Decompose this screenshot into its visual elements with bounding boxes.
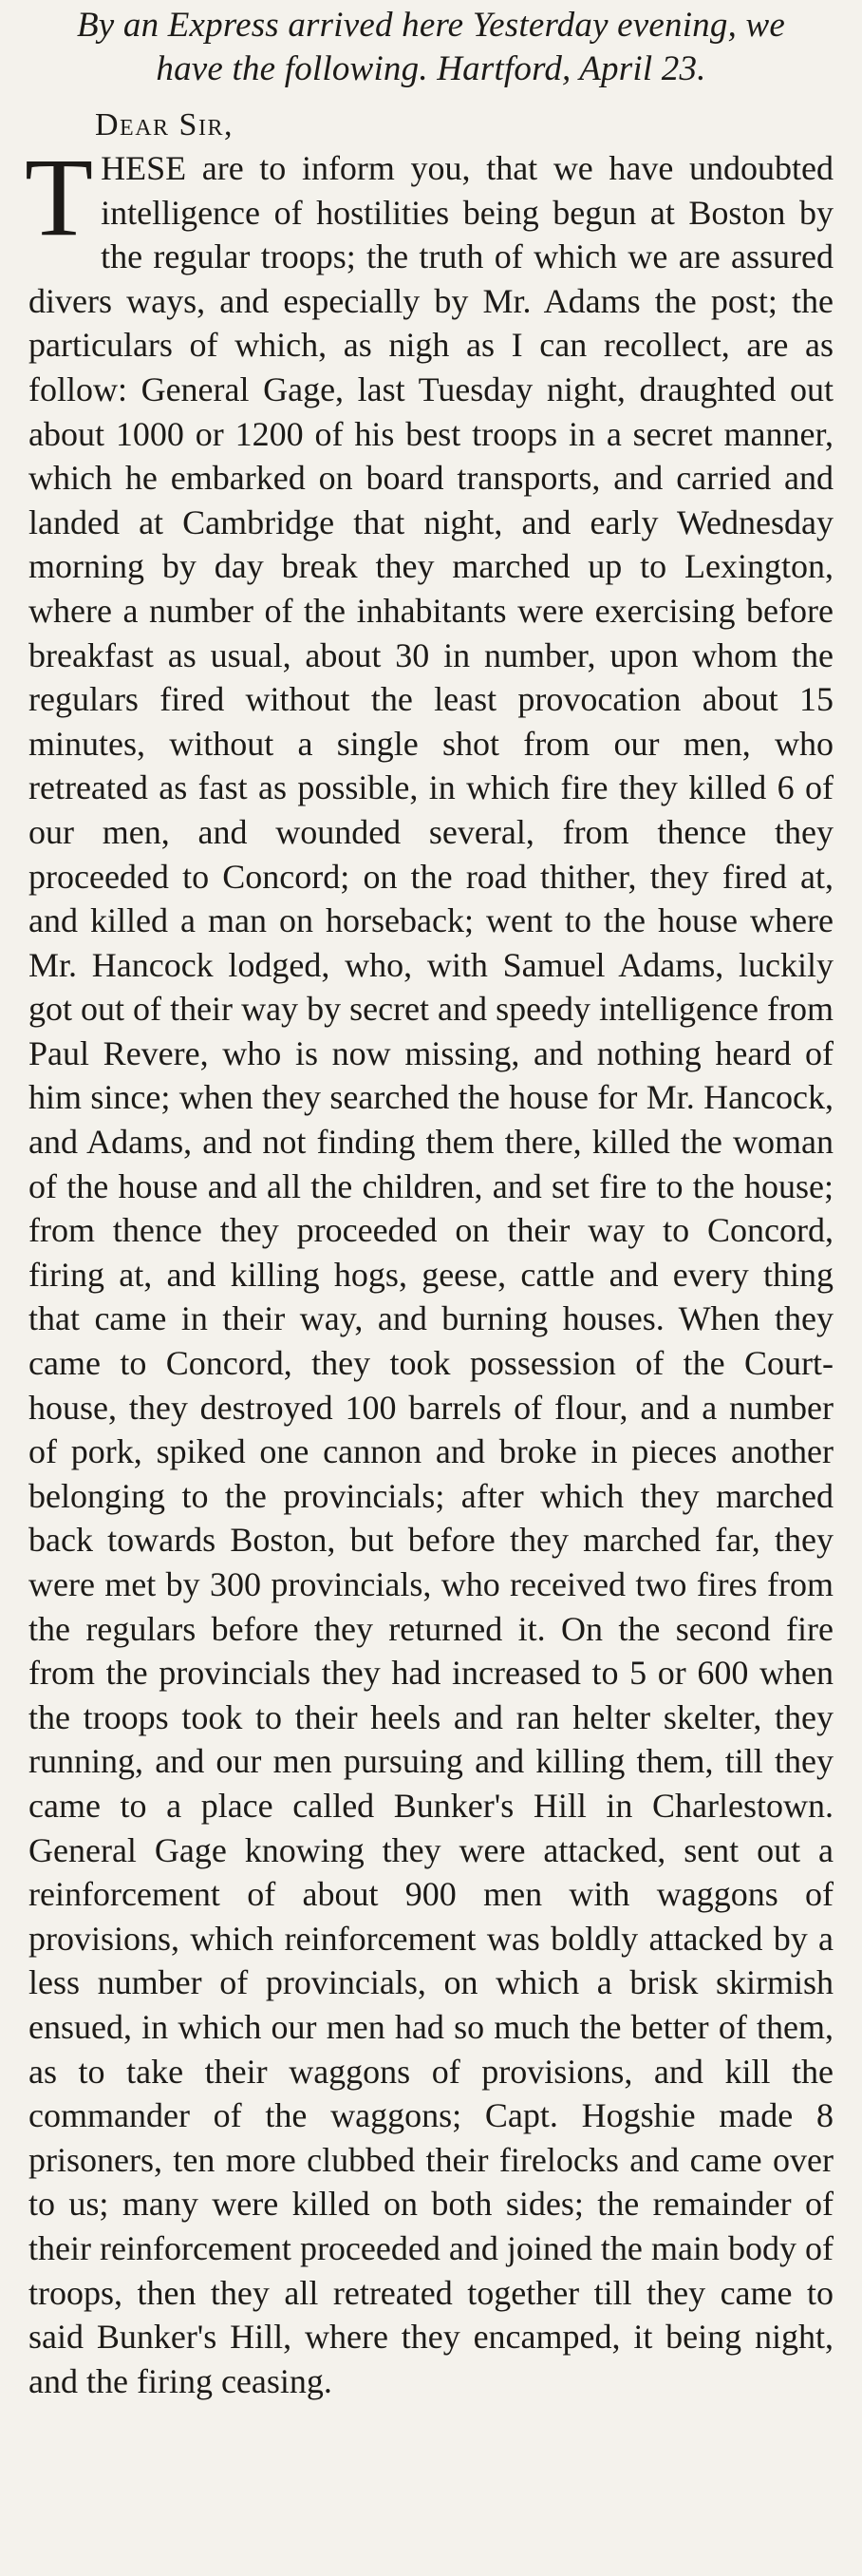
- letter-text: HESE are to inform you, that we have undoubted intelligence of hostilities being begun at Boston by the regular troops; the truth of which we are assured divers ways, and especially by Mr. Adams the post; the particulars of which, as nigh as I can recollect, are as follow: General Gage, last Tuesday night, draughted out about 1000 or 1200 of his best troops in a secret manner, which he embarked on board transports, and carried and landed at Cambridge that night, and early Wednesday morning by day break they marched up to Lexington, where a number of the inhabitants were exercising before breakfast as usual, about 30 in number, upon whom the regulars fired without the least provocation about 15 minutes, without a single shot from our men, who retreated as fast as possible, in which fire they killed 6 of our men, and wounded several, from thence they proceeded to Concord; on the road thither, they fired at, and killed a man on horseback; went to the house where Mr. Hancock lodged, who, with Samuel Adams, luckily got out of their way by secret and speedy intelligence from Paul Revere, who is now missing, and nothing heard of him since; when they searched the house for Mr. Hancock, and Adams, and not finding them there, killed the woman of the house and all the children, and set fire to the house; from thence they proceeded on their way to Concord, firing at, and killing hogs, geese, cattle and every thing that came in their way, and burning houses. When they came to Concord, they took possession of the Court-house, they destroyed 100 barrels of flour, and a number of pork, spiked one cannon and broke in pieces another belonging to the provincials; after which they marched back towards Boston, but before they marched far, they were met by 300 provincials, who received two fires from the regulars before they returned it. On the second fire from the provincials they had increased to 5 or 600 when the troops took to their heels and ran helter skelter, they running, and our men pursuing and killing them, till they came to a place called Bunker's Hill in Charlestown. General Gage knowing they were attacked, sent out a reinforcement of about 900 men with waggons of provisions, which reinforcement was boldly attacked by a less number of provincials, on which a brisk skirmish ensued, in which our men had so much the better of them, as to take their waggons of provisions, and kill the commander of the waggons; Capt. Hogshie made 8 prisoners, ten more clubbed their firelocks and came over to us; many were killed on both sides; the remainder of their reinforcement proceeded and joined the main body of troops, then they all retreated together till they came to said Bunker's Hill, where they encamped, it being night, and the firing ceasing.: [28, 149, 834, 2400]
- headline-line-1: By an Express arrived here Yesterday evening, we: [77, 6, 785, 45]
- letter-body: [25, 135, 834, 2403]
- drop-cap: T: [25, 135, 94, 259]
- salutation: Dear Sir,: [95, 107, 234, 142]
- headline: [28, 4, 834, 91]
- headline-line-2: have the following. Hartford, April 23.: [156, 49, 706, 88]
